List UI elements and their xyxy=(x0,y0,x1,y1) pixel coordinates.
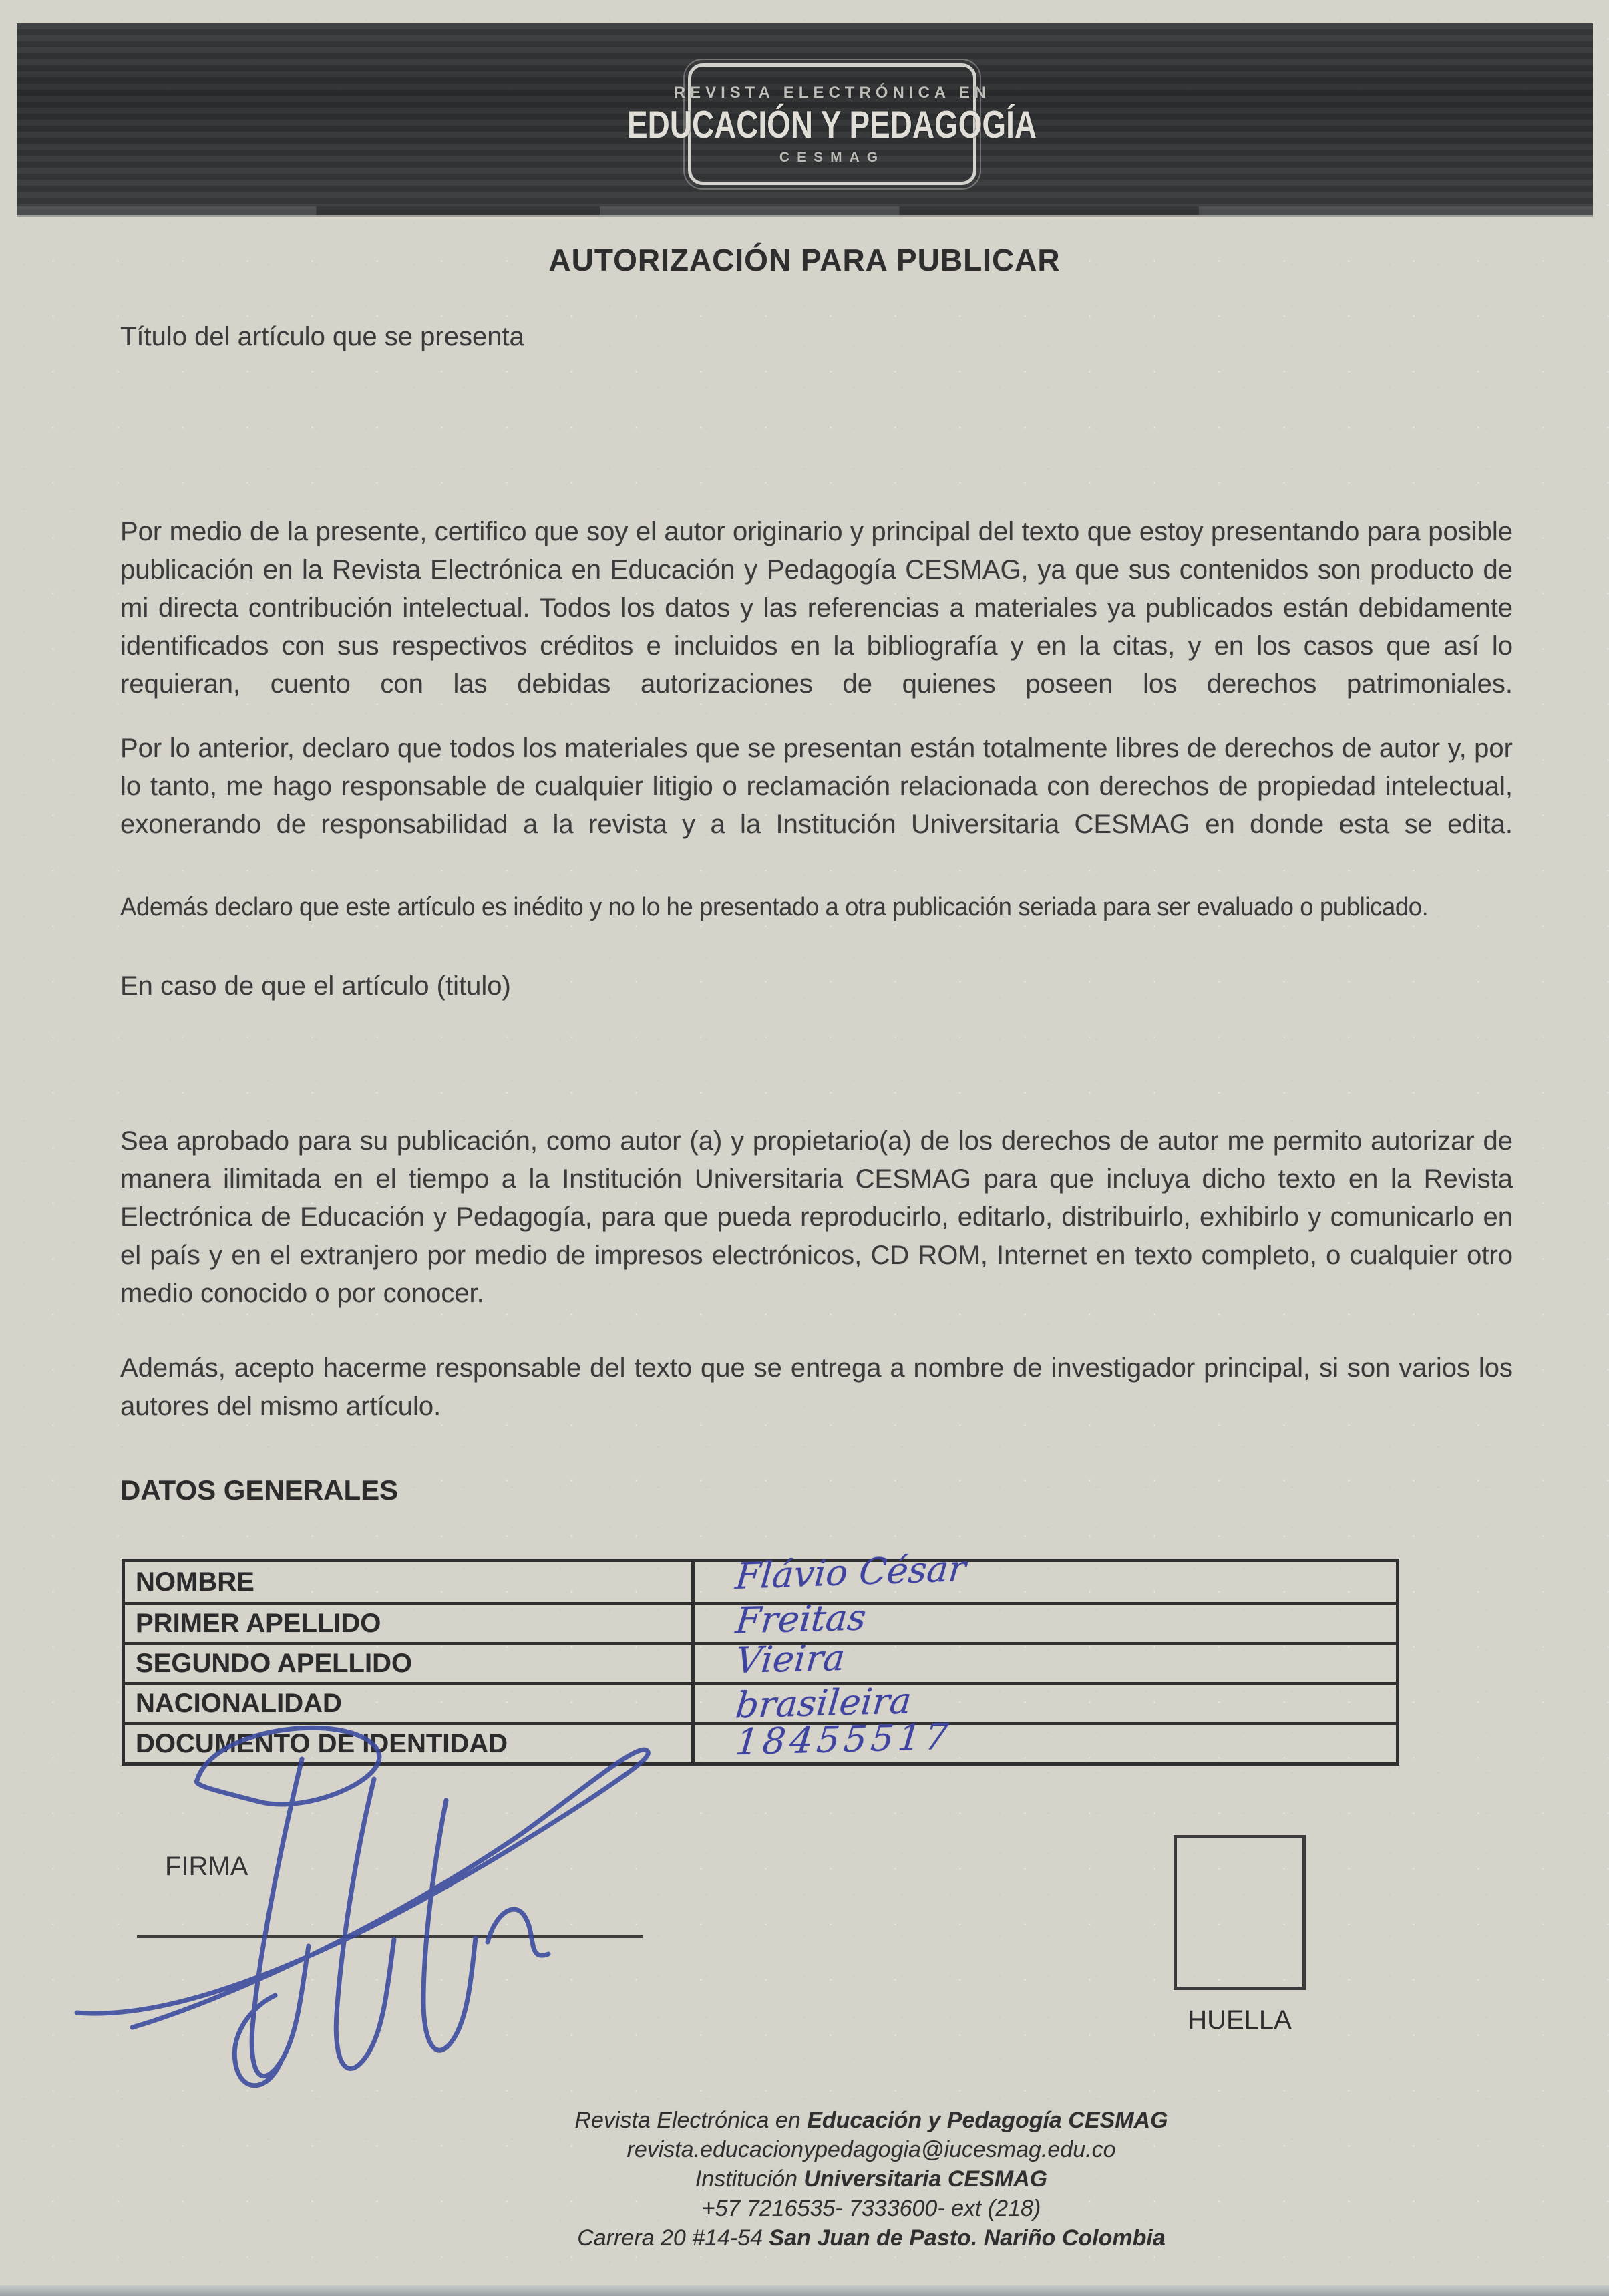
footer-line-email: revista.educacionypedagogia@iucesmag.edu.co xyxy=(627,2137,1116,2162)
row-value-cell xyxy=(695,1636,1396,1682)
row-label-primer-apellido: PRIMER APELLIDO xyxy=(125,1605,695,1642)
paragraph-responsibility: Además, acepto hacerme responsable del texto que se entrega a nombre de investigador principal, si son varios los autores del mismo artículo. xyxy=(120,1353,1513,1421)
paragraph-unpublished: Además declaro que este artículo es inédito y no lo he presentado a otra publicación seriada para ser evaluado o publicado. xyxy=(120,893,1429,921)
footer-line-journal: Revista Electrónica en Educación y Pedagogía CESMAG xyxy=(574,2108,1168,2133)
huella-label: HUELLA xyxy=(1188,2005,1292,2035)
footer xyxy=(134,2106,1609,2253)
handwritten-documento: 18455517 xyxy=(733,1715,954,1764)
signature-ink xyxy=(60,1700,675,2101)
datos-generales-heading: DATOS GENERALES xyxy=(120,1474,399,1506)
article-title-label: Título del artículo que se presenta xyxy=(120,322,524,351)
paragraph-in-case: En caso de que el artículo (titulo) xyxy=(120,971,511,1001)
handwritten-primer-apellido: Freitas xyxy=(733,1596,868,1642)
huella-box xyxy=(1174,1835,1306,1990)
paragraph-authorization: Sea aprobado para su publicación, como autor (a) y propietario(a) de los derechos de autor me permito autorizar de manera ilimitada en el tiempo a la Institución Universitaria CESMAG para que incluya dicho texto en la Revista Electrónica de Educación y Pedagogía, para que pueda reproducirlo, editarlo, distribuirlo, exhibirlo y comunicarlo en el país y en el extranjero por medio de impresos electrónicos, CD ROM, Internet en texto completo, o cualquier otro medio conocido o por conocer. xyxy=(120,1126,1513,1308)
handwritten-nacionalidad: brasileira xyxy=(733,1679,914,1727)
footer-line-institution: Institución Universitaria CESMAG xyxy=(695,2166,1048,2192)
logo-line-cesmag: CESMAG xyxy=(779,149,886,165)
row-value-cell xyxy=(695,1596,1396,1642)
row-label-segundo-apellido: SEGUNDO APELLIDO xyxy=(125,1645,695,1682)
logo-line-educacion-pedagogia: EDUCACIÓN Y PEDAGOGÍA xyxy=(627,103,1037,146)
footer-line-address: Carrera 20 #14-54 San Juan de Pasto. Nariño Colombia xyxy=(577,2225,1166,2251)
handwritten-segundo-apellido: Vieira xyxy=(733,1636,847,1682)
table-row xyxy=(125,1547,1396,1602)
bottom-edge-strip xyxy=(0,2285,1609,2296)
row-label-nombre: NOMBRE xyxy=(125,1562,695,1602)
firma-label: FIRMA xyxy=(165,1852,248,1881)
paragraph-liability: Por lo anterior, declaro que todos los materiales que se presentan están totalmente libres de derechos de autor y, por lo tanto, me hago responsable de cualquier litigio o reclamación relacionada con derechos de propiedad intelectual, exonerando de responsabilidad a la revista y a la Institución Universitaria CESMAG en donde esta se edita. xyxy=(120,733,1513,839)
handwritten-nombre: Flávio César xyxy=(733,1547,968,1597)
logo-line-revista: REVISTA ELECTRÓNICA EN xyxy=(673,83,991,102)
journal-logo xyxy=(627,63,1037,185)
table-row xyxy=(125,1636,1396,1682)
paragraph-certification: Por medio de la presente, certifico que soy el autor originario y principal del texto que estoy presentando para posible publicación en la Revista Electrónica en Educación y Pedagogía CESMAG, ya que sus contenidos son producto de mi directa contribución intelectual. Todos los datos y las referencias a materiales ya publicados están debidamente identificados con sus respectivos créditos e incluidos en la bibliografía y en la citas, y en los casos que así lo requieran, cuento con las debidas autorizaciones de quienes poseen los derechos patrimoniales. xyxy=(120,517,1513,699)
row-label-nacionalidad: NACIONALIDAD xyxy=(125,1685,695,1722)
header-band xyxy=(17,23,1593,215)
table-row xyxy=(125,1596,1396,1642)
row-value-cell xyxy=(695,1547,1396,1602)
page-title: AUTORIZACIÓN PARA PUBLICAR xyxy=(548,242,1061,277)
footer-line-phone: +57 7216535- 7333600- ext (218) xyxy=(701,2196,1041,2221)
row-value-cell xyxy=(695,1715,1396,1764)
row-label-documento: DOCUMENTO DE IDENTIDAD xyxy=(125,1725,695,1762)
row-value-cell xyxy=(695,1679,1396,1727)
